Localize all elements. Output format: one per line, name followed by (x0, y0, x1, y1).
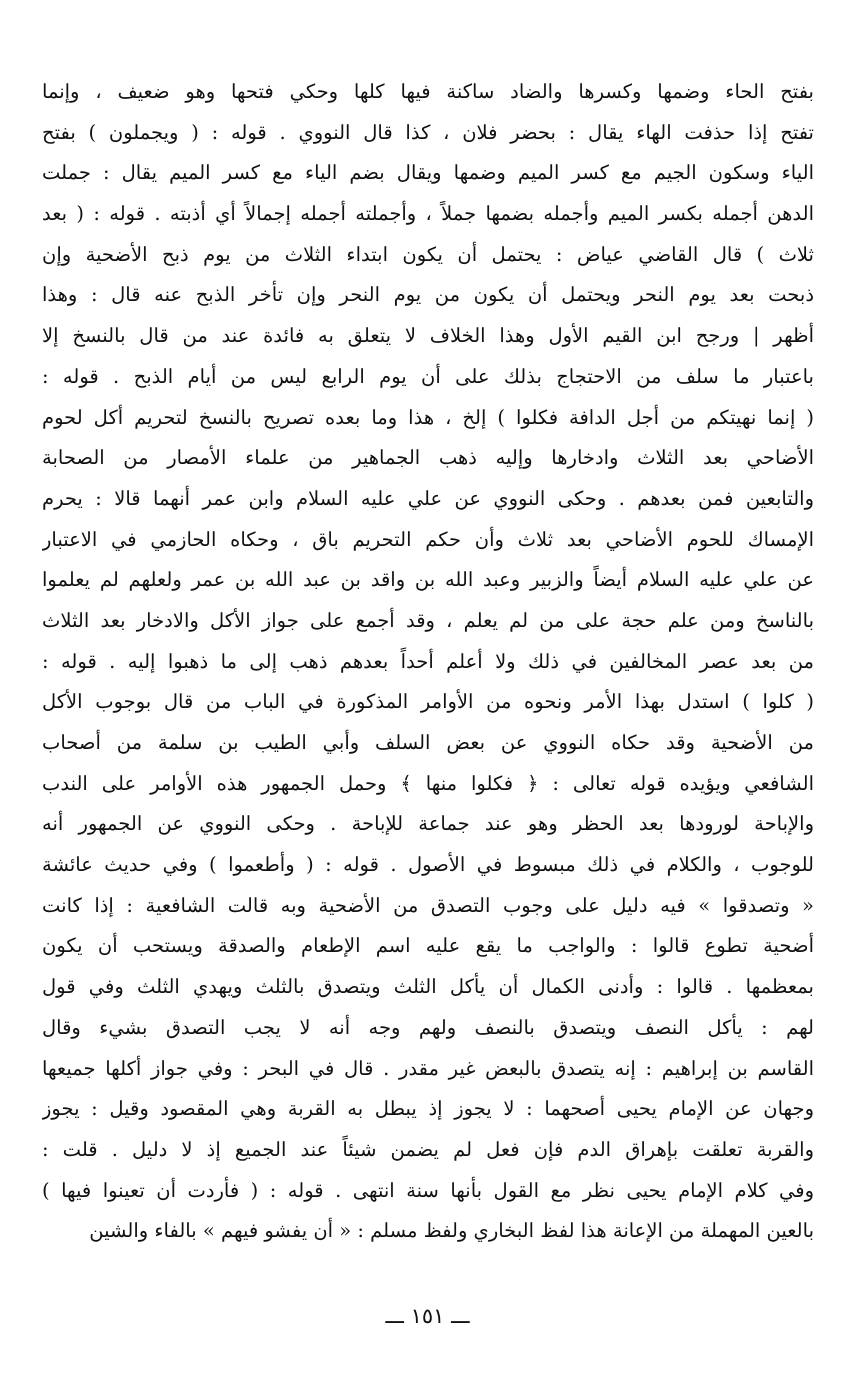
text-line: القاسم بن إبراهيم : إنه يتصدق بالبعض غير مقدر . قال في البحر : وفي جواز أكلها جميعها (42, 1056, 814, 1080)
text-line: ذبحت بعد يوم النحر ويحتمل أن يكون من يوم النحر وإن تأخر الذبح عنه قال : وهذا (42, 283, 814, 307)
text-line: ثلاث ) قال القاضي عياض : يحتمل أن يكون ابتداء الثلاث من يوم ذبح الأضحية وإن (42, 242, 814, 266)
text-line: والقربة تعلقت بإهراق الدم فإن فعل لم يضمن شيئاً عند الجميع إذ لا دليل . قلت : (42, 1137, 814, 1161)
page-number: ـــ ١٥١ ـــ (385, 1304, 470, 1328)
text-line: وفي كلام الإمام يحيى نظر مع القول بأنها سنة انتهى . قوله : ( فأردت أن تعينوا فيها ) (42, 1178, 814, 1202)
text-line: والإباحة لورودها بعد الحظر وهو عند جماعة للإباحة . وحكى النووي عن الجمهور أنه (42, 812, 814, 836)
text-line: ( كلوا ) استدل بهذا الأمر ونحوه من الأوامر المذكورة في الباب من قال بوجوب الأكل (42, 690, 814, 714)
text-line: أضحية تطوع قالوا : والواجب ما يقع عليه اسم الإطعام والصدقة ويستحب أن يكون (42, 934, 814, 958)
text-line: الإمساك للحوم الأضاحي بعد ثلاث وأن حكم التحريم باق ، وحكاه الحازمي في الاعتبار (42, 527, 814, 551)
text-line: الدهن أجمله بكسر الميم وأجمله بضمها جملاً ، وأجملته أجمله إجمالاً أي أذبته . قوله : ( بعد (42, 202, 814, 226)
text-line: أظهر | ورجح ابن القيم الأول وهذا الخلاف لا يتعلق به فائدة عند من قال بالنسخ إلا (42, 324, 814, 348)
text-line: من الأضحية وقد حكاه النووي عن بعض السلف وأبي الطيب بن سلمة من أصحاب (42, 731, 814, 754)
text-line: الأضاحي بعد الثلاث وادخارها وإليه ذهب الجماهير من علماء الأمصار من الصحابة (42, 446, 814, 470)
text-line: بفتح الحاء وضمها وكسرها والضاد ساكنة فيها كلها وحكي فتحها وهو ضعيف ، وإنما (42, 80, 814, 103)
text-line: بالناسخ ومن علم حجة على من لم يعلم ، وقد أجمع على جواز الأكل والادخار بعد الثلاث (42, 608, 814, 632)
text-line: للوجوب ، والكلام في ذلك مبسوط في الأصول . قوله : ( وأطعموا ) وفي حديث عائشة (42, 853, 814, 877)
text-line: من بعد عصر المخالفين في ذلك ولا أعلم أحداً بعدهم ذهب إلى ما ذهبوا إليه . قوله : (42, 649, 814, 673)
text-line: الياء وسكون الجيم مع كسر الميم وضمها ويقال بضم الياء مع كسر الميم يقال : جملت (42, 161, 814, 185)
text-line: وجهان عن الإمام يحيى أصحهما : لا يجوز إذ يبطل به القربة وهي المقصود وقيل : يجوز (42, 1097, 814, 1121)
text-line: بمعظمها . قالوا : وأدنى الكمال أن يأكل الثلث ويتصدق بالثلث ويهدي الثلث وفي قول (42, 975, 814, 999)
text-line: والتابعين فمن بعدهم . وحكى النووي عن علي عليه السلام وابن عمر أنهما قالا : يحرم (42, 486, 814, 510)
page-body-text (42, 72, 814, 1252)
text-line: ( إنما نهيتكم من أجل الدافة فكلوا ) إلخ ، هذا وما بعده تصريح بالنسخ لتحريم أكل لحوم (42, 405, 814, 429)
text-line: باعتبار ما سلف من الاحتجاج بذلك على أن يوم الرابع ليس من أيام الذبح . قوله : (42, 364, 814, 388)
text-line: الشافعي ويؤيده قوله تعالى : ﴿ فكلوا منها ﴾ وحمل الجمهور هذه الأوامر على الندب (42, 771, 814, 795)
text-line: عن علي عليه السلام أيضاً والزبير وعبد الله بن واقد بن عبد الله بن عمر ولعلهم لم يعلموا (42, 568, 814, 592)
text-line: بالعين المهملة من الإعانة هذا لفظ البخاري ولفظ مسلم : « أن يفشو فيهم » بالفاء والشين (89, 1219, 814, 1243)
text-line: تفتح إذا حذفت الهاء يقال : بحضر فلان ، كذا قال النووي . قوله : ( ويجملون ) بفتح (42, 120, 814, 144)
text-line: لهم : يأكل النصف ويتصدق بالنصف ولهم وجه أنه لا يجب التصدق بشيء وقال (42, 1015, 814, 1039)
text-line: « وتصدقوا » فيه دليل على وجوب التصدق من الأضحية وبه قالت الشافعية : إذا كانت (42, 893, 814, 917)
